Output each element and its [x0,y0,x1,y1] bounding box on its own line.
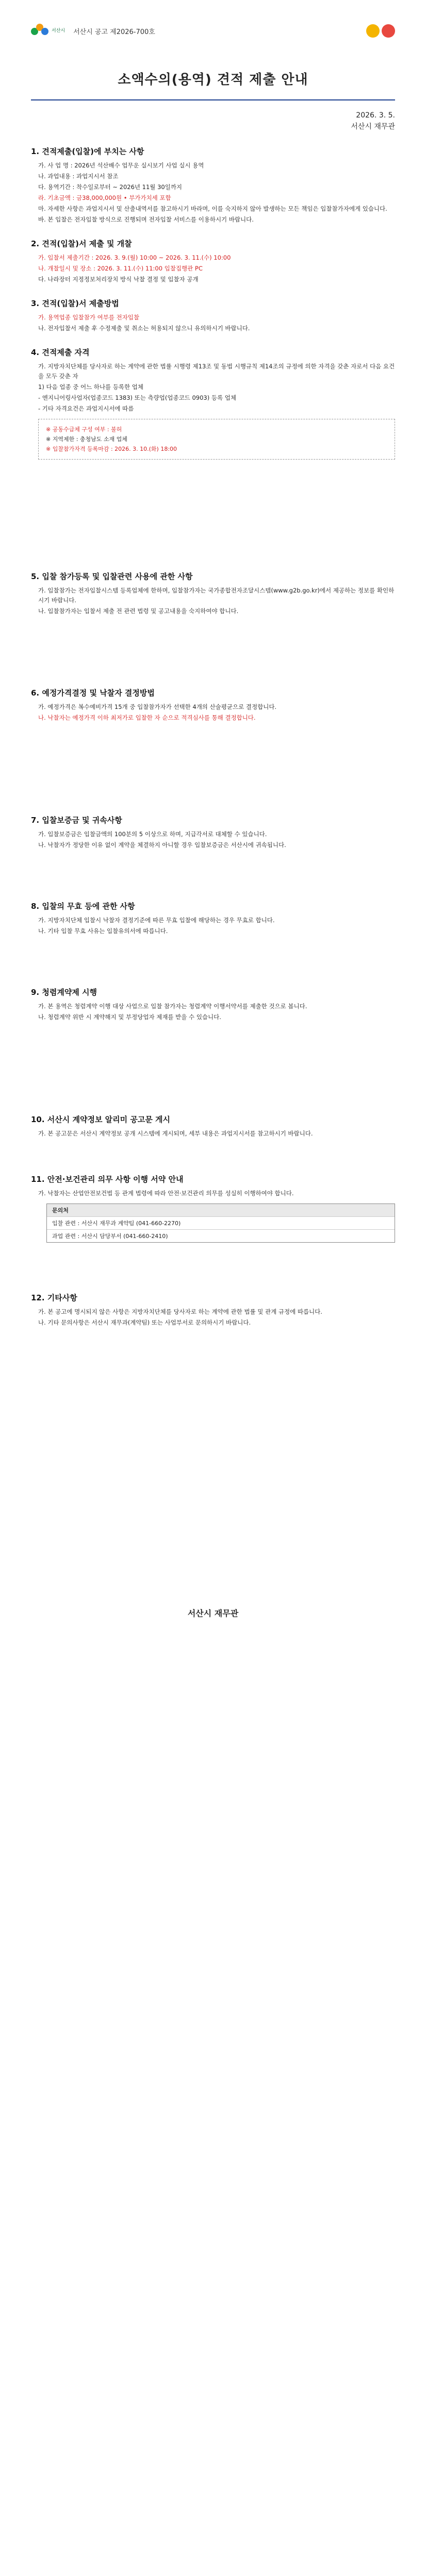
section-item: 바. 본 입찰은 전자입찰 방식으로 진행되며 전자입찰 서비스를 이용하시기 바랍니다. [38,216,254,223]
section-item: 나. 기타 문의사항은 서산시 재무과(계약팀) 또는 사업부서로 문의하시기 바랍니다. [38,1319,251,1326]
section-item: 라. 기초금액 : 금38,000,000원 • 부가가치세 포함 [38,194,171,201]
section-spacer [31,617,395,674]
section-heading: 1. 견적제출(입찰)에 부치는 사항 [31,147,144,156]
section-item: 가. 본 공고문은 서산시 계약정보 공개 시스템에 게시되며, 세부 내용은 과업지시서를 참고하시기 바랍니다. [38,1130,313,1137]
section-heading: 3. 견적(입찰)서 제출방법 [31,299,119,308]
emblem-icon [366,24,395,38]
section-item: - 기타 자격요건은 과업지시서에 따름 [38,405,134,412]
section-item: 가. 본 용역은 청렴계약 이행 대상 사업으로 입찰 참가자는 청렴계약 이행서약서를 제출한 것으로 봅니다. [38,1003,307,1010]
section-item: 다. 용역기간 : 착수일로부터 ~ 2026년 11월 30일까지 [38,183,183,191]
section-spacer [31,1023,395,1100]
contact-row: 과업 관련 : 서산시 담당부서 (041-660-2410) [47,1229,395,1242]
contact-table-header: 문의처 [47,1204,395,1216]
section-item: 가. 사 업 명 : 2026년 석산배수 업무운 실시보기 사업 실시 용역 [38,162,204,169]
header [31,21,395,41]
section-spacer [31,1329,395,1586]
section-heading: 10. 서산시 계약정보 알리미 공고문 게시 [31,1115,171,1124]
logo [31,24,155,38]
section-heading: 7. 입찰보증금 및 귀속사항 [31,816,122,825]
box-line: ※ 입찰참가자격 등록마감 : 2026. 3. 10.(화) 18:00 [46,446,177,452]
seosan-logo-icon [31,24,48,38]
section-item: 나. 낙찰자는 예정가격 이하 최저가로 입찰한 자 순으로 적격심사를 통해 결정합니다. [38,714,256,721]
section-item: 가. 예정가격은 복수예비가격 15개 중 입찰참가자가 선택한 4개의 산술평균으로 결정합니다. [38,703,277,710]
issuer: 서산시 재무관 [351,123,395,131]
section-item: 나. 청렴계약 위반 시 계약해지 및 부정당업자 제재를 받을 수 있습니다. [38,1013,221,1021]
section-item: 가. 지방자치단체를 당사자로 하는 계약에 관한 법률 시행령 제13조 및 동법 시행규칙 제14조의 규정에 의한 자격을 갖춘 자로서 다음 요건을 모두 갖춘 자 [38,363,395,380]
org-name: 서산시 [52,28,65,33]
section-item: 나. 개찰일시 및 장소 : 2026. 3. 11.(수) 11:00 입찰집행관 PC [38,265,203,272]
section-item: 가. 지방자치단체 입찰시 낙찰자 결정기준에 따른 무효 입찰에 해당하는 경우 무효로 합니다. [38,917,275,924]
section-heading: 4. 견적제출 자격 [31,348,90,357]
section-heading: 8. 입찰의 무효 등에 관한 사항 [31,902,135,911]
section-heading: 11. 안전·보건관리 의무 사항 이행 서약 안내 [31,1175,184,1184]
section-item: 나. 과업내용 : 과업지시서 참조 [38,173,119,180]
section-heading: 12. 기타사항 [31,1293,77,1302]
section-item: 1) 다음 업종 중 어느 하나를 등록한 업체 [38,383,144,391]
section-spacer [31,937,395,973]
section-item: 가. 낙찰자는 산업안전보건법 등 관계 법령에 따라 안전·보건관리 의무를 성실히 이행하여야 합니다. [38,1190,294,1197]
notice-date: 2026. 3. 5. [356,111,395,120]
section-spacer [31,1248,395,1279]
section-item: 나. 전자입찰서 제출 후 수정제출 및 취소는 허용되지 않으니 유의하시기 바랍니다. [38,325,250,332]
section-heading: 2. 견적(입찰)서 제출 및 개찰 [31,239,132,248]
section-spacer [31,851,395,887]
section-heading: 5. 입찰 참가등록 및 입찰관련 사용에 관한 사항 [31,572,193,581]
section-item: 나. 기타 입찰 무효 사유는 입찰유의서에 따릅니다. [38,927,168,935]
contact-row: 입찰 관련 : 서산시 재무과 계약팀 (041-660-2270) [47,1216,395,1229]
section-item: 가. 입찰서 제출기간 : 2026. 3. 9.(월) 10:00 ~ 2026. 3. 11.(수) 10:00 [38,254,231,261]
section-item: 가. 본 공고에 명시되지 않은 사항은 지방자치단체를 당사자로 하는 계약에 관한 법률 및 관계 규정에 따릅니다. [38,1308,322,1315]
section-heading: 9. 청렴계약제 시행 [31,988,97,997]
notice-number: 서산시 공고 제2026-700호 [73,28,155,36]
section-item: 가. 용역업종 입찰참가 여부를 전자입찰 [38,314,140,321]
section-item: - 엔지니어링사업자(업종코드 1383) 또는 측량업(업종코드 0903) 등록 업체 [38,394,236,401]
section-item: 가. 입찰보증금은 입찰금액의 100분의 5 이상으로 하며, 지급각서로 대체할 수 있습니다. [38,831,267,838]
section-item: 다. 나라장터 지정정보처리장치 방식 낙찰 결정 및 입찰자 공개 [38,276,199,283]
section-item: 나. 낙찰자가 정당한 이유 없이 계약을 체결하지 아니할 경우 입찰보증금은 서산시에 귀속됩니다. [38,841,286,849]
dateline [31,110,395,132]
title-divider [31,99,395,100]
section-heading: 6. 예정가격결정 및 낙찰자 결정방법 [31,688,155,698]
section-item: 가. 입찰참가는 전자입찰시스템 등록업체에 한하며, 입찰참가자는 국가종합전자조달시스템(www.g2b.go.kr)에서 제공하는 정보를 확인하시기 바랍니다. [38,587,395,604]
box-line: ※ 공동수급체 구성 여부 : 불허 [46,426,122,433]
section-item: 마. 자세한 사항은 과업지시서 및 산출내역서를 참고하시기 바라며, 이를 숙지하지 않아 발생하는 모든 책임은 입찰참가자에게 있습니다. [38,205,387,212]
section-item: 나. 입찰참가자는 입찰서 제출 전 관련 법령 및 공고내용을 숙지하여야 합니다. [38,607,239,615]
notice-box [38,419,395,460]
section-spacer [31,724,395,801]
contact-table [46,1204,395,1243]
box-line: ※ 지역제한 : 충청남도 소재 업체 [46,436,127,443]
section-spacer [31,465,395,557]
footer-signature: 서산시 재무관 [187,1608,239,1618]
section-spacer [31,1140,395,1160]
page-title: 소액수의(용역) 견적 제출 안내 [118,72,308,88]
